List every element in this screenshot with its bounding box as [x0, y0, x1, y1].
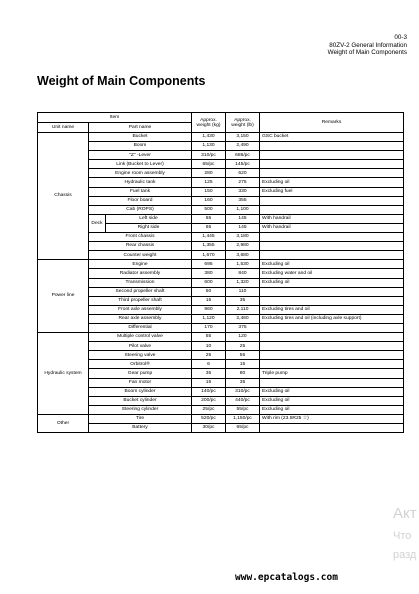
weight-lb: 65/pc	[226, 424, 260, 433]
table-row	[38, 414, 404, 423]
remarks: GSC bucket	[260, 133, 404, 142]
remarks: Excluding oil	[260, 260, 404, 269]
weight-kg: 10	[192, 342, 226, 351]
weight-lb: 55/pc	[226, 405, 260, 414]
table-row	[38, 278, 404, 287]
table-row	[38, 405, 404, 414]
weight-kg: 35	[192, 369, 226, 378]
table-row	[38, 369, 404, 378]
remarks: With handrail	[260, 214, 404, 223]
part-name: Rear axle assembly	[89, 314, 192, 323]
part-name: Radiator assembly	[89, 269, 192, 278]
weight-kg: 1,445	[192, 233, 226, 242]
weight-lb: 2,460	[226, 314, 260, 323]
weight-kg: 170	[192, 323, 226, 332]
col-item-header: Item	[38, 113, 192, 123]
weight-lb: 375	[226, 323, 260, 332]
weight-kg: 160	[192, 196, 226, 205]
page-title: Weight of Main Components	[37, 74, 206, 88]
table-row	[38, 196, 404, 205]
remarks: Excluding fuel	[260, 187, 404, 196]
table-row	[38, 160, 404, 169]
remarks	[260, 323, 404, 332]
weight-kg: 1,120	[192, 314, 226, 323]
table-header-row	[38, 113, 404, 123]
col-remarks-header: Remarks	[260, 113, 404, 133]
weight-kg: 695	[192, 260, 226, 269]
remarks: Excluding oil	[260, 396, 404, 405]
remarks: Excluding oil	[260, 405, 404, 414]
part-name: Front axle assembly	[89, 305, 192, 314]
part-name: Boom	[89, 142, 192, 151]
part-name: Engine	[89, 260, 192, 269]
weight-lb: 620	[226, 169, 260, 178]
remarks	[260, 296, 404, 305]
weight-kg: 520/pc	[192, 414, 226, 423]
remarks: Excluding water and oil	[260, 269, 404, 278]
weight-lb: 15	[226, 360, 260, 369]
remarks	[260, 196, 404, 205]
remarks	[260, 160, 404, 169]
weight-kg: 150	[192, 187, 226, 196]
group-hydraulic-system: Hydraulic system	[38, 333, 89, 415]
weight-kg: 1,430	[192, 133, 226, 142]
weight-lb: 80	[226, 369, 260, 378]
part-name: Differential	[89, 323, 192, 332]
part-name: Link (Bucket to Lever)	[89, 160, 192, 169]
table-row	[38, 260, 404, 269]
weight-lb: 120	[226, 333, 260, 342]
table-row	[38, 387, 404, 396]
remarks: Excluding tires and oil	[260, 305, 404, 314]
weight-lb: 1,320	[226, 278, 260, 287]
table-row	[38, 378, 404, 387]
table-row	[38, 251, 404, 260]
site-url: www.epcatalogs.com	[235, 572, 338, 583]
weight-lb: 145	[226, 223, 260, 232]
weight-kg: 30/pc	[192, 424, 226, 433]
remarks	[260, 251, 404, 260]
group-power-line: Power line	[38, 260, 89, 333]
weight-lb: 310/pc	[226, 387, 260, 396]
table-row	[38, 323, 404, 332]
table-row	[38, 305, 404, 314]
weight-kg: 280	[192, 169, 226, 178]
table-row	[38, 314, 404, 323]
table-row	[38, 205, 404, 214]
weight-lb: 2,110	[226, 305, 260, 314]
watermark-line-2: Что	[393, 530, 412, 542]
table-row	[38, 396, 404, 405]
part-name: Bucket cylinder	[89, 396, 192, 405]
part-name: Tire	[89, 414, 192, 423]
part-name: Hydraulic tank	[89, 178, 192, 187]
col-unit-header: Unit name	[38, 123, 89, 133]
part-name: Front chassis	[89, 233, 192, 242]
table-row	[38, 133, 404, 142]
part-name: Fuel tank	[89, 187, 192, 196]
table-row	[38, 242, 404, 251]
weight-lb: 3,180	[226, 233, 260, 242]
part-name: Fan motor	[89, 378, 192, 387]
part-name: Counter weight	[89, 251, 192, 260]
weight-lb: 25	[226, 342, 260, 351]
weight-kg: 15	[192, 296, 226, 305]
weight-lb: 440/pc	[226, 396, 260, 405]
page-number: 00-3	[394, 34, 407, 41]
table-row	[38, 214, 404, 223]
remarks	[260, 242, 404, 251]
weight-kg: 310/pc	[192, 151, 226, 160]
weight-lb: 2,490	[226, 142, 260, 151]
table-row	[38, 169, 404, 178]
table-row	[38, 333, 404, 342]
header-subtitle: 80ZV-2 General Information	[329, 41, 407, 49]
remarks: Triple pump	[260, 369, 404, 378]
weight-kg: 125	[192, 178, 226, 187]
weight-lb: 110	[226, 287, 260, 296]
remarks	[260, 360, 404, 369]
remarks	[260, 151, 404, 160]
remarks	[260, 342, 404, 351]
weight-kg: 200/pc	[192, 396, 226, 405]
remarks	[260, 378, 404, 387]
remarks	[260, 424, 404, 433]
col-part-header: Part name	[89, 123, 192, 133]
weight-lb: 1,530	[226, 260, 260, 269]
remarks	[260, 205, 404, 214]
part-name: Engine room assembly	[89, 169, 192, 178]
weight-kg: 65/pc	[192, 160, 226, 169]
weights-table	[37, 112, 404, 433]
weight-kg: 55	[192, 333, 226, 342]
remarks	[260, 233, 404, 242]
part-name: Transmission	[89, 278, 192, 287]
table-row	[38, 151, 404, 160]
weight-kg: 65	[192, 214, 226, 223]
weight-lb: 355	[226, 196, 260, 205]
weight-kg: 960	[192, 305, 226, 314]
part-name: Steering cylinder	[89, 405, 192, 414]
weight-lb: 55	[226, 351, 260, 360]
part-name: Floor board	[89, 196, 192, 205]
weight-kg: 1,130	[192, 142, 226, 151]
col-lb-header: Approx. weight (lb)	[226, 113, 260, 133]
deck-label: Deck	[89, 214, 106, 232]
table-row	[38, 142, 404, 151]
watermark-line-3: разд	[393, 549, 417, 561]
remarks	[260, 287, 404, 296]
remarks: Excluding oil	[260, 387, 404, 396]
weight-kg: 65	[192, 223, 226, 232]
weight-kg: 50	[192, 287, 226, 296]
remarks: With handrail	[260, 223, 404, 232]
table-row	[38, 424, 404, 433]
weight-lb: 145	[226, 214, 260, 223]
page-header	[328, 34, 407, 57]
weight-kg: 1,670	[192, 251, 226, 260]
part-name: Multiple control valve	[89, 333, 192, 342]
weight-lb: 145/pc	[226, 160, 260, 169]
remarks	[260, 333, 404, 342]
part-name: Boom cylinder	[89, 387, 192, 396]
remarks: Excluding oil	[260, 278, 404, 287]
weight-kg: 500	[192, 205, 226, 214]
remarks	[260, 142, 404, 151]
weight-lb: 275	[226, 178, 260, 187]
weight-kg: 6	[192, 360, 226, 369]
weight-lb: 330	[226, 187, 260, 196]
part-name: Pilot valve	[89, 342, 192, 351]
table-row	[38, 360, 404, 369]
weight-lb: 686/pc	[226, 151, 260, 160]
group-chassis: Chassis	[38, 133, 89, 260]
weight-kg: 380	[192, 269, 226, 278]
part-name: Steering valve	[89, 351, 192, 360]
weight-kg: 600	[192, 278, 226, 287]
remarks: Excluding tires and oil (including axle support)	[260, 314, 404, 323]
table-row	[38, 233, 404, 242]
table-row	[38, 296, 404, 305]
remarks: With rim (23.5R25 ☆)	[260, 414, 404, 423]
part-name: Gear pump	[89, 369, 192, 378]
part-name: Bucket	[89, 133, 192, 142]
table-row	[38, 351, 404, 360]
col-kg-header: Approx. weight (kg)	[192, 113, 226, 133]
weight-kg: 140/pc	[192, 387, 226, 396]
part-name: Second propeller shaft	[89, 287, 192, 296]
table-row	[38, 187, 404, 196]
weight-lb: 1,150/pc	[226, 414, 260, 423]
remarks	[260, 351, 404, 360]
weight-lb: 35	[226, 296, 260, 305]
part-name: Orbitrol®	[89, 360, 192, 369]
remarks: Excluding oil	[260, 178, 404, 187]
weight-lb: 1,100	[226, 205, 260, 214]
weight-kg: 15	[192, 378, 226, 387]
part-name: Rear chassis	[89, 242, 192, 251]
weight-kg: 25/pc	[192, 405, 226, 414]
table-row	[38, 287, 404, 296]
watermark-line-1: Акт	[393, 505, 417, 522]
part-name: Battery	[89, 424, 192, 433]
part-name: Right side	[106, 223, 192, 232]
weight-lb: 3,150	[226, 133, 260, 142]
remarks	[260, 169, 404, 178]
weight-lb: 35	[226, 378, 260, 387]
weight-lb: 2,980	[226, 242, 260, 251]
table-row	[38, 178, 404, 187]
weight-lb: 3,680	[226, 251, 260, 260]
group-other: Other	[38, 414, 89, 432]
weight-kg: 25	[192, 351, 226, 360]
weight-lb: 840	[226, 269, 260, 278]
part-name: Left side	[106, 214, 192, 223]
table-row	[38, 342, 404, 351]
header-section: Weight of Main Components	[327, 49, 407, 57]
table-row	[38, 269, 404, 278]
part-name: Third propeller shaft	[89, 296, 192, 305]
part-name: Cab (ROPS)	[89, 205, 192, 214]
part-name: "Z" -Lever	[89, 151, 192, 160]
weight-kg: 1,355	[192, 242, 226, 251]
